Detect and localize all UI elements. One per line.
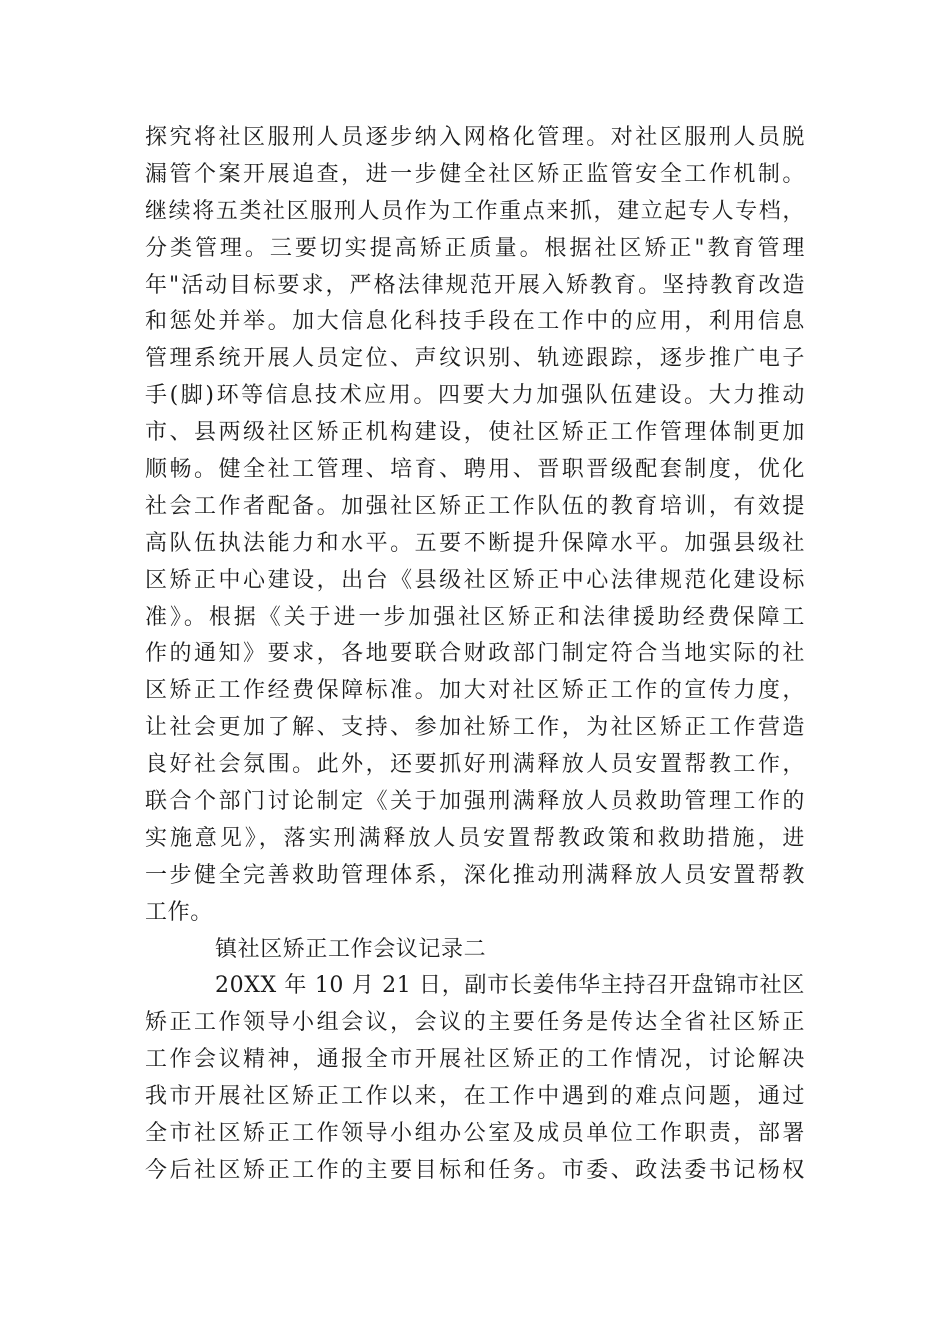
paragraph-line: 继续将五类社区服刑人员作为工作重点来抓，建立起专人专档， [145,198,805,224]
paragraph-last-line: 工作。 [145,899,213,925]
paragraph-line: 工作会议精神，通报全市开展社区矫正的工作情况，讨论解决 [145,1047,805,1073]
paragraph-line: 今后社区矫正工作的主要目标和任务。市委、政法委书记杨权 [145,1157,805,1183]
paragraph-line: 我市开展社区矫正工作以来，在工作中遇到的难点问题，通过 [145,1084,805,1110]
paragraph-line: 和惩处并举。加大信息化科技手段在工作中的应用，利用信息 [145,309,805,335]
paragraph-line: 让社会更加了解、支持、参加社矫工作，为社区矫正工作营造 [145,715,805,741]
document-body [145,120,805,1190]
paragraph-line: 年"活动目标要求，严格法律规范开展入矫教育。坚持教育改造 [145,272,805,298]
paragraph-line: 联合个部门讨论制定《关于加强刑满释放人员救助管理工作的 [145,789,805,815]
paragraph-first-line: 20XX 年 10 月 21 日，副市长姜伟华主持召开盘锦市社区 [215,973,805,999]
paragraph-line: 高队伍执法能力和水平。五要不断提升保障水平。加强县级社 [145,530,805,556]
paragraph-line: 区矫正中心建设，出台《县级社区矫正中心法律规范化建设标 [145,567,805,593]
paragraph-line: 管理系统开展人员定位、声纹识别、轨迹跟踪，逐步推广电子 [145,346,805,372]
paragraph-line: 社会工作者配备。加强社区矫正工作队伍的教育培训，有效提 [145,493,805,519]
paragraph-line: 手(脚)环等信息技术应用。四要大力加强队伍建设。大力推动 [145,383,805,409]
paragraph-line: 作的通知》要求，各地要联合财政部门制定符合当地实际的社 [145,641,805,667]
paragraph-line: 分类管理。三要切实提高矫正质量。根据社区矫正"教育管理 [145,235,805,261]
paragraph-line: 良好社会氛围。此外，还要抓好刑满释放人员安置帮教工作， [145,752,805,778]
paragraph-line: 矫正工作领导小组会议，会议的主要任务是传达全省社区矫正 [145,1010,805,1036]
paragraph-line: 实施意见》，落实刑满释放人员安置帮教政策和救助措施，进 [145,825,805,851]
paragraph-line: 一步健全完善救助管理体系，深化推动刑满释放人员安置帮教 [145,862,805,888]
section-title: 镇社区矫正工作会议记录二 [215,936,487,962]
paragraph-line: 区矫正工作经费保障标准。加大对社区矫正工作的宣传力度， [145,678,805,704]
paragraph-line: 全市社区矫正工作领导小组办公室及成员单位工作职责，部署 [145,1121,805,1147]
paragraph-line: 顺畅。健全社工管理、培育、聘用、晋职晋级配套制度，优化 [145,457,805,483]
paragraph-line: 漏管个案开展追查，进一步健全社区矫正监管安全工作机制。 [145,161,805,187]
paragraph-line: 市、县两级社区矫正机构建设，使社区矫正工作管理体制更加 [145,420,805,446]
paragraph-line: 探究将社区服刑人员逐步纳入网格化管理。对社区服刑人员脱 [145,125,805,150]
paragraph-line: 准》。根据《关于进一步加强社区矫正和法律援助经费保障工 [145,604,805,630]
